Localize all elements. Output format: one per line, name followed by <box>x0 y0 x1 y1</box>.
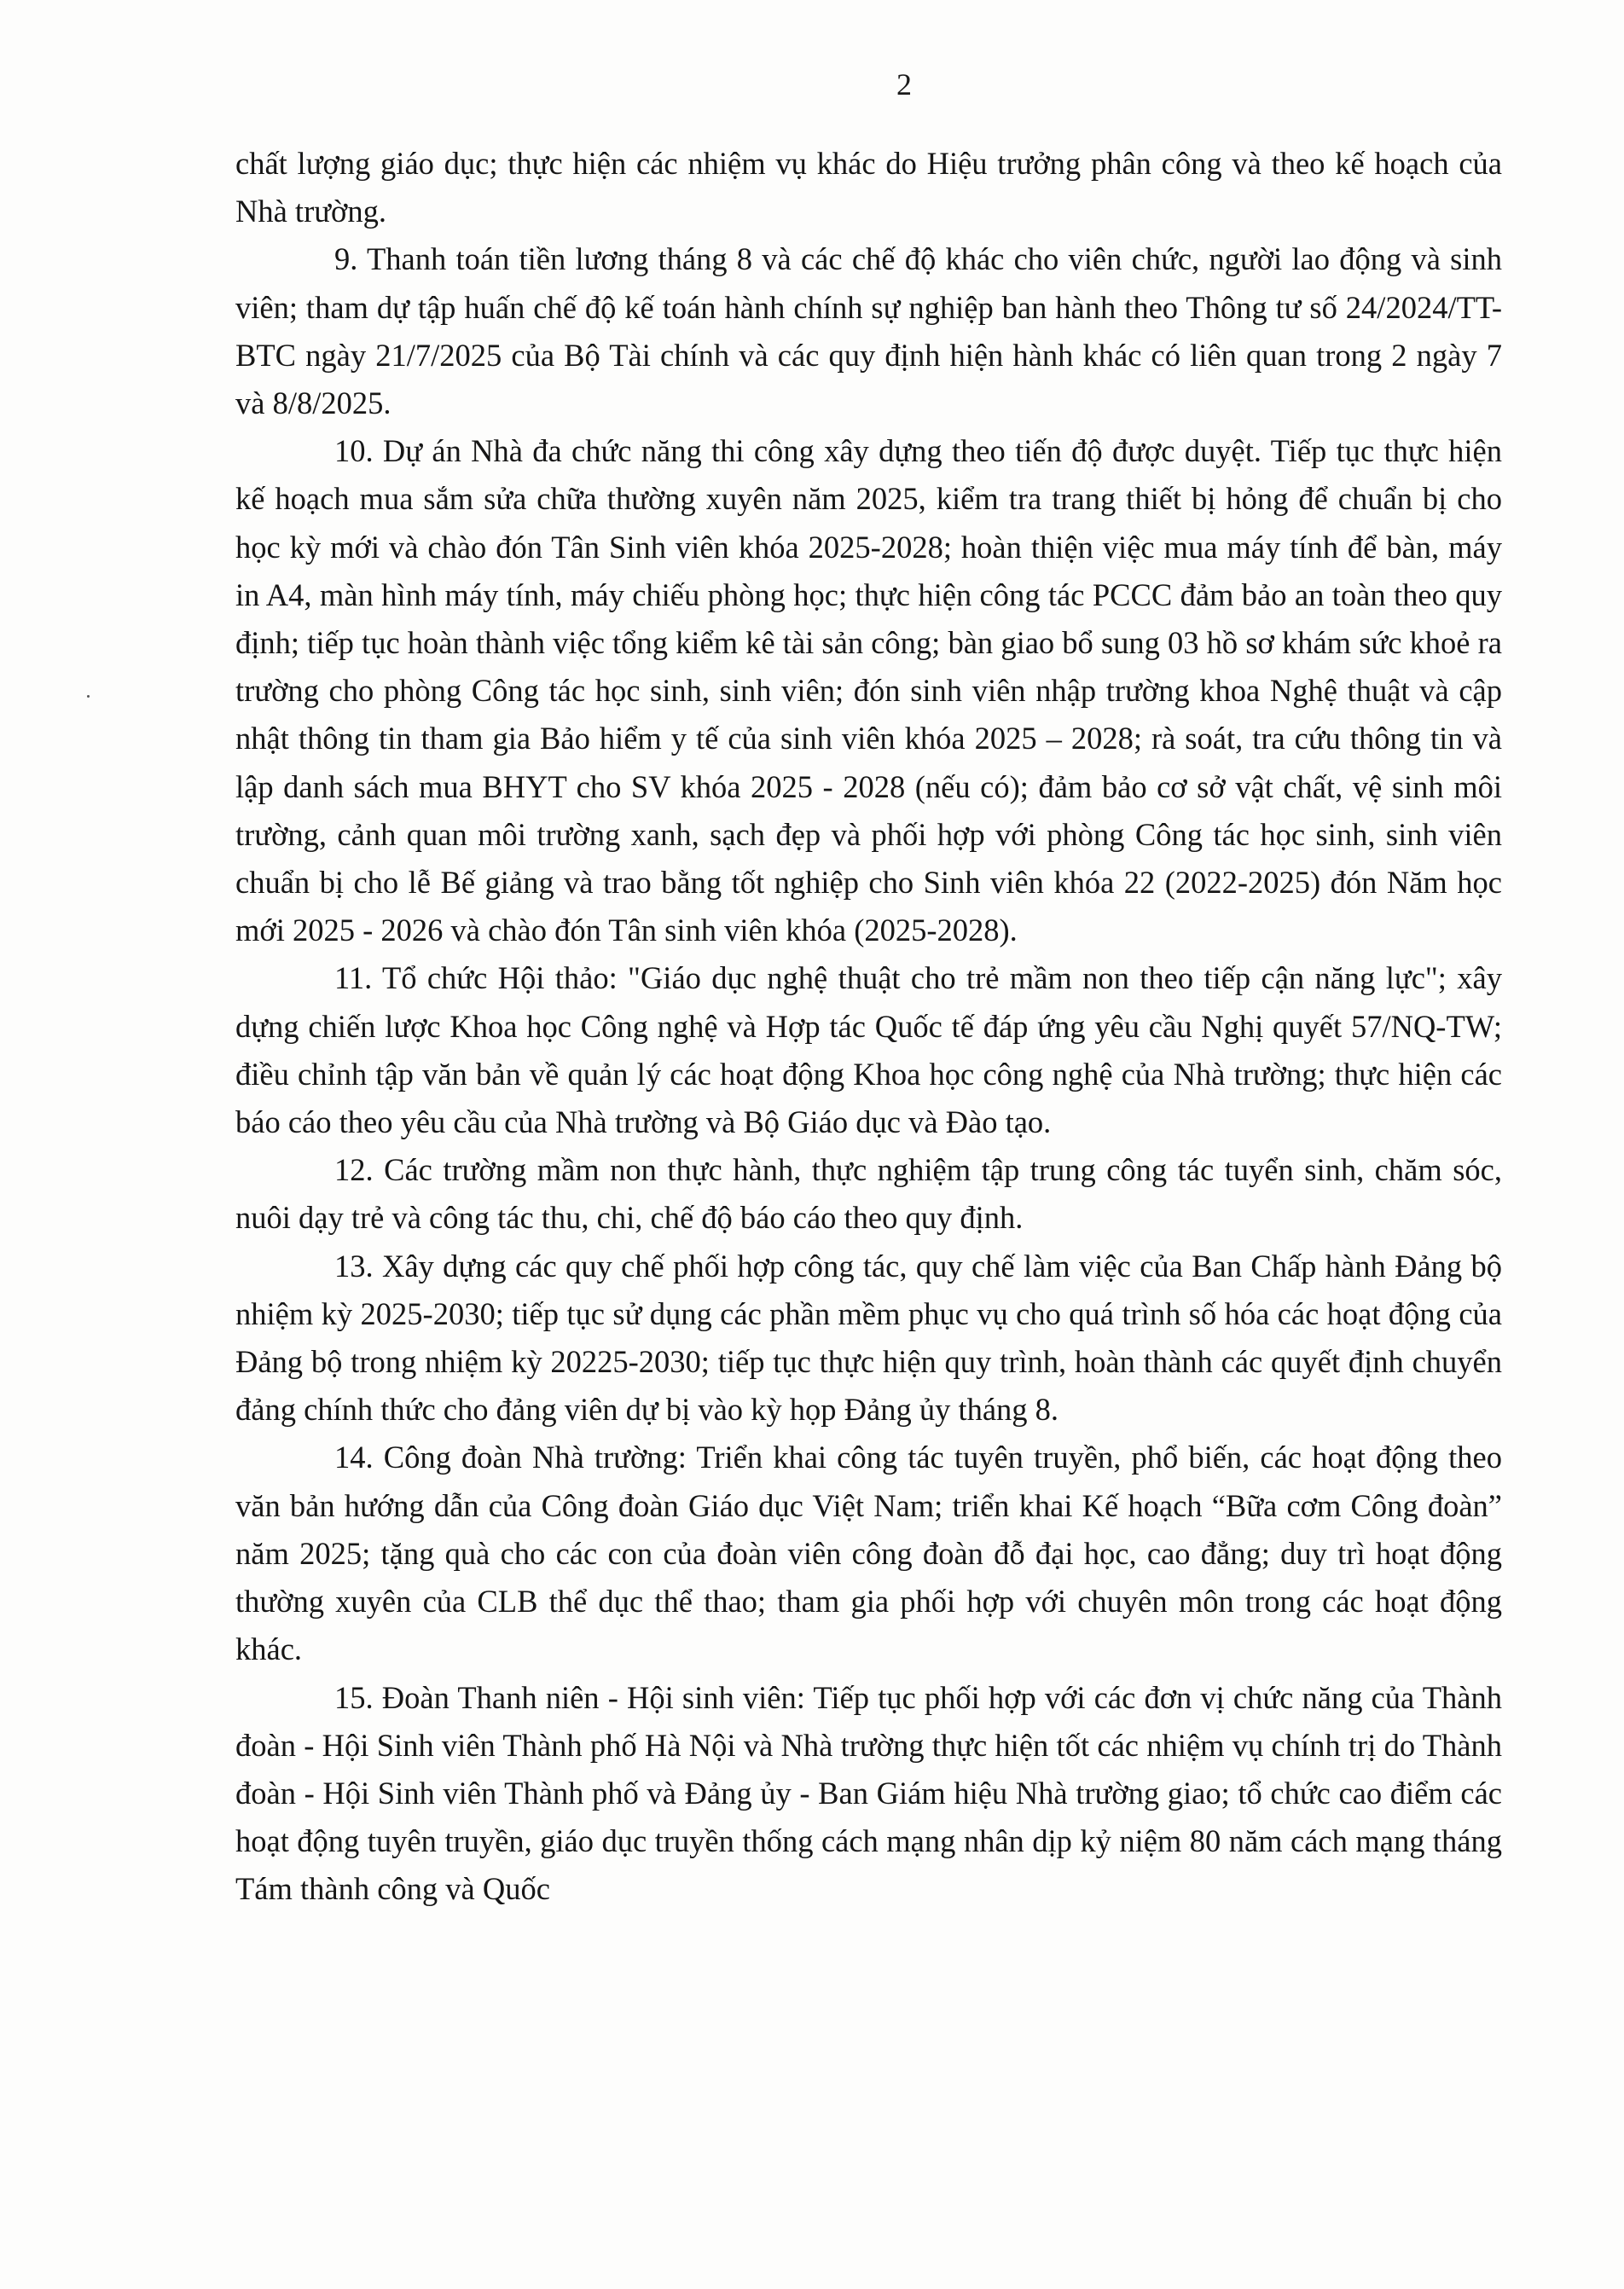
paragraph-item-9: 9. Thanh toán tiền lương tháng 8 và các chế độ khác cho viên chức, người lao động và sinh viên; tham dự tập huấn chế độ kế toán hành chính sự nghiệp ban hành theo Thông tư số 24/2024/TT-BTC ngày 21/7/2025 của Bộ Tài chính và các quy định hiện hành khác có liên quan trong 2 ngày 7 và 8/8/2025. <box>235 241 1502 421</box>
scan-speck <box>87 695 90 698</box>
paragraph-item-13: 13. Xây dựng các quy chế phối hợp công tác, quy chế làm việc của Ban Chấp hành Đảng bộ nhiệm kỳ 2025-2030; tiếp tục sử dụng các phần mềm phục vụ cho quá trình số hóa các hoạt động của Đảng bộ trong nhiệm kỳ 20225-2030; tiếp tục thực hiện quy trình, hoàn thành các quyết định chuyển đảng chính thức cho đảng viên dự bị vào kỳ họp Đảng ủy tháng 8. <box>235 1248 1502 1428</box>
paragraph-continuation: chất lượng giáo dục; thực hiện các nhiệm vụ khác do Hiệu trưởng phân công và theo kế hoạch của Nhà trường. <box>235 146 1502 229</box>
paragraph-item-11: 11. Tổ chức Hội thảo: "Giáo dục nghệ thuật cho trẻ mầm non theo tiếp cận năng lực"; xây dựng chiến lược Khoa học Công nghệ và Hợp tác Quốc tế đáp ứng yêu cầu Nghị quyết 57/NQ-TW; điều chỉnh tập văn bản về quản lý các hoạt động Khoa học công nghệ của Nhà trường; thực hiện các báo cáo theo yêu cầu của Nhà trường và Bộ Giáo dục và Đào tạo. <box>235 960 1502 1140</box>
paragraph-item-10: 10. Dự án Nhà đa chức năng thi công xây dựng theo tiến độ được duyệt. Tiếp tục thực hiện kế hoạch mua sắm sửa chữa thường xuyên năm 2025, kiểm tra trang thiết bị hỏng để chuẩn bị cho học kỳ mới và chào đón Tân Sinh viên khóa 2025-2028; hoàn thiện việc mua máy tính để bàn, máy in A4, màn hình máy tính, máy chiếu phòng học; thực hiện công tác PCCC đảm bảo an toàn theo quy định; tiếp tục hoàn thành việc tổng kiểm kê tài sản công; bàn giao bổ sung 03 hồ sơ khám sức khoẻ ra trường cho phòng Công tác học sinh, sinh viên; đón sinh viên nhập trường khoa Nghệ thuật và cập nhật thông tin tham gia Bảo hiểm y tế của sinh viên khóa 2025 – 2028; rà soát, tra cứu thông tin và lập danh sách mua BHYT cho SV khóa 2025 - 2028 (nếu có); đảm bảo cơ sở vật chất, vệ sinh môi trường, cảnh quan môi trường xanh, sạch đẹp và phối hợp với phòng Công tác học sinh, sinh viên chuẩn bị cho lễ Bế giảng và trao bằng tốt nghiệp cho Sinh viên khóa 22 (2022-2025) đón Năm học mới 2025 - 2026 và chào đón Tân sinh viên khóa (2025-2028). <box>235 433 1502 948</box>
document-body <box>235 140 1502 1914</box>
page-number: 2 <box>896 67 912 101</box>
paragraph-item-14: 14. Công đoàn Nhà trường: Triển khai công tác tuyên truyền, phổ biến, các hoạt động theo văn bản hướng dẫn của Công đoàn Giáo dục Việt Nam; triển khai Kế hoạch “Bữa cơm Công đoàn” năm 2025; tặng quà cho các con của đoàn viên công đoàn đỗ đại học, cao đẳng; duy trì hoạt động thường xuyên của CLB thể dục thể thao; tham gia phối hợp với chuyên môn trong các hoạt động khác. <box>235 1440 1502 1667</box>
paragraph-item-15: 15. Đoàn Thanh niên - Hội sinh viên: Tiếp tục phối hợp với các đơn vị chức năng của Thành đoàn - Hội Sinh viên Thành phố Hà Nội và Nhà trường thực hiện tốt các nhiệm vụ chính trị do Thành đoàn - Hội Sinh viên Thành phố và Đảng ủy - Ban Giám hiệu Nhà trường giao; tổ chức cao điểm các hoạt động tuyên truyền, giáo dục truyền thống cách mạng nhân dịp kỷ niệm 80 năm cách mạng tháng Tám thành công và Quốc <box>235 1679 1502 1907</box>
paragraph-item-12: 12. Các trường mầm non thực hành, thực nghiệm tập trung công tác tuyển sinh, chăm sóc, nuôi dạy trẻ và công tác thu, chi, chế độ báo cáo theo quy định. <box>235 1152 1502 1236</box>
